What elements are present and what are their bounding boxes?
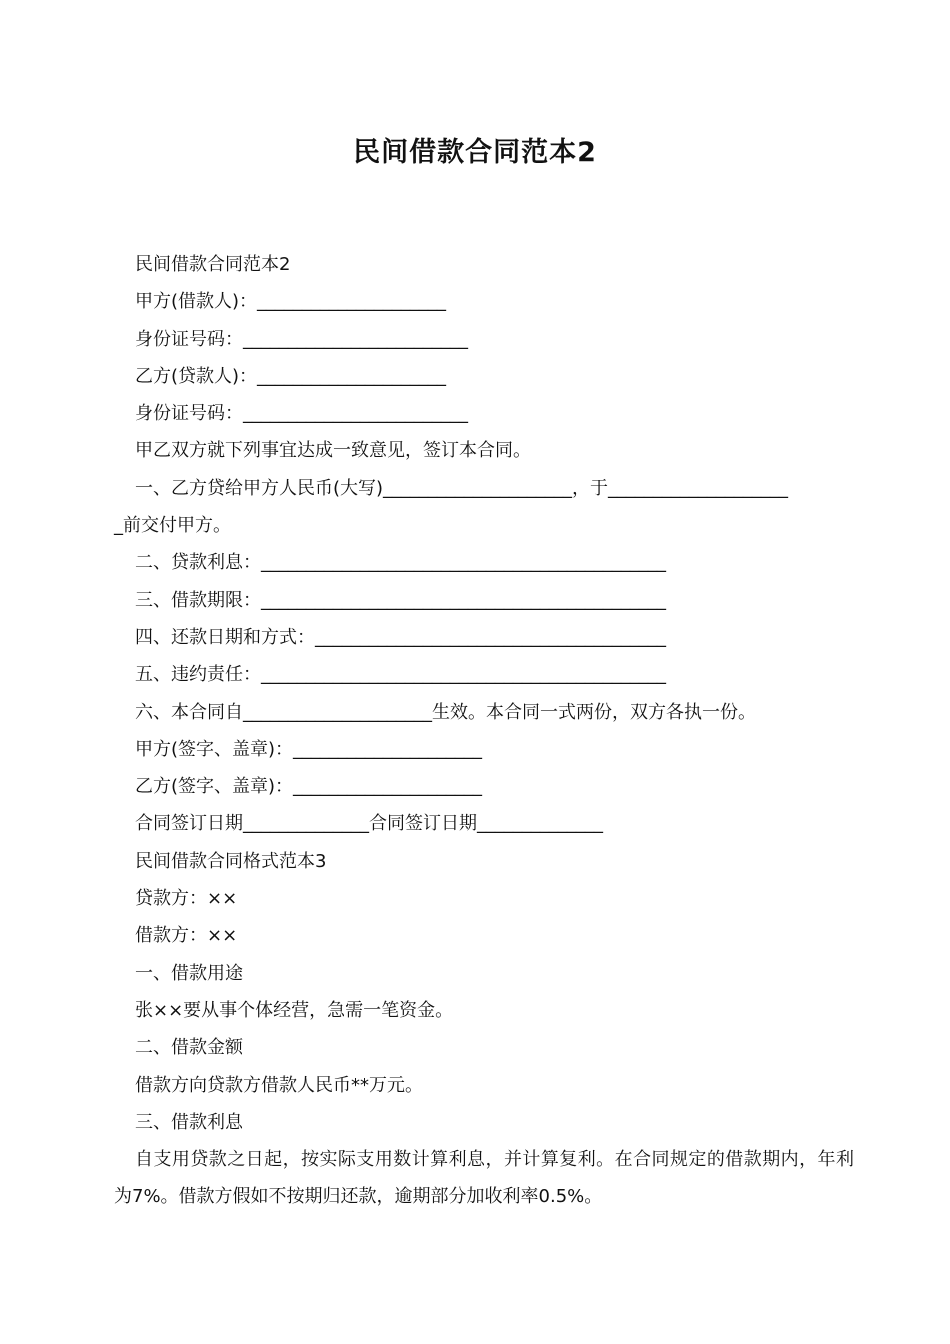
clause-4: 四、还款日期和方式：_______________________________________ bbox=[135, 626, 666, 648]
clause-heading: 一、借款用途 bbox=[135, 962, 243, 984]
clause-2: 二、贷款利息：_____________________________________________ bbox=[135, 552, 666, 574]
clause-heading: 三、借款利息 bbox=[135, 1111, 243, 1133]
document-body bbox=[114, 246, 854, 1216]
clause-6: 六、本合同自_____________________生效。本合同一式两份，双方各执一份。 bbox=[135, 701, 756, 723]
clause-text: 张××要从事个体经营，急需一笔资金。 bbox=[135, 999, 454, 1021]
party-b-field: 乙方(贷款人)：_____________________ bbox=[135, 365, 447, 387]
party-b-id-field: 身份证号码：_________________________ bbox=[135, 403, 468, 425]
borrower-line: 借款方：×× bbox=[135, 925, 238, 947]
document-title: 民间借款合同范本2 bbox=[353, 137, 597, 168]
clause-1-continued: _前交付甲方。 bbox=[114, 515, 231, 537]
clause-5: 五、违约责任：_____________________________________________ bbox=[135, 664, 666, 686]
clause-heading: 二、借款金额 bbox=[135, 1037, 243, 1059]
interest-paragraph: 自支用贷款之日起，按实际支用数计算利息，并计算复利。在合同规定的借款期内，年利为7%。借款方假如不按期归还款，逾期部分加收利率0.5%。 bbox=[114, 1149, 854, 1208]
party-a-signature: 甲方(签字、盖章)：_____________________ bbox=[135, 738, 483, 760]
lender-line: 贷款方：×× bbox=[135, 888, 238, 910]
clause-1: 一、乙方贷给甲方人民币(大写)_____________________，于____________________ bbox=[135, 477, 789, 499]
section-heading: 民间借款合同格式范本3 bbox=[135, 850, 327, 872]
section-heading: 民间借款合同范本2 bbox=[135, 254, 291, 275]
party-a-id-field: 身份证号码：_________________________ bbox=[135, 328, 468, 350]
party-b-signature: 乙方(签字、盖章)：_____________________ bbox=[135, 776, 483, 798]
signing-dates: 合同签订日期______________合同签订日期______________ bbox=[135, 813, 603, 835]
agreement-intro: 甲乙双方就下列事宜达成一致意见，签订本合同。 bbox=[135, 440, 531, 462]
party-a-field: 甲方(借款人)：_____________________ bbox=[135, 291, 447, 313]
clause-3: 三、借款期限：_____________________________________________ bbox=[135, 589, 666, 611]
clause-text: 借款方向贷款方借款人民币**万元。 bbox=[135, 1074, 423, 1096]
